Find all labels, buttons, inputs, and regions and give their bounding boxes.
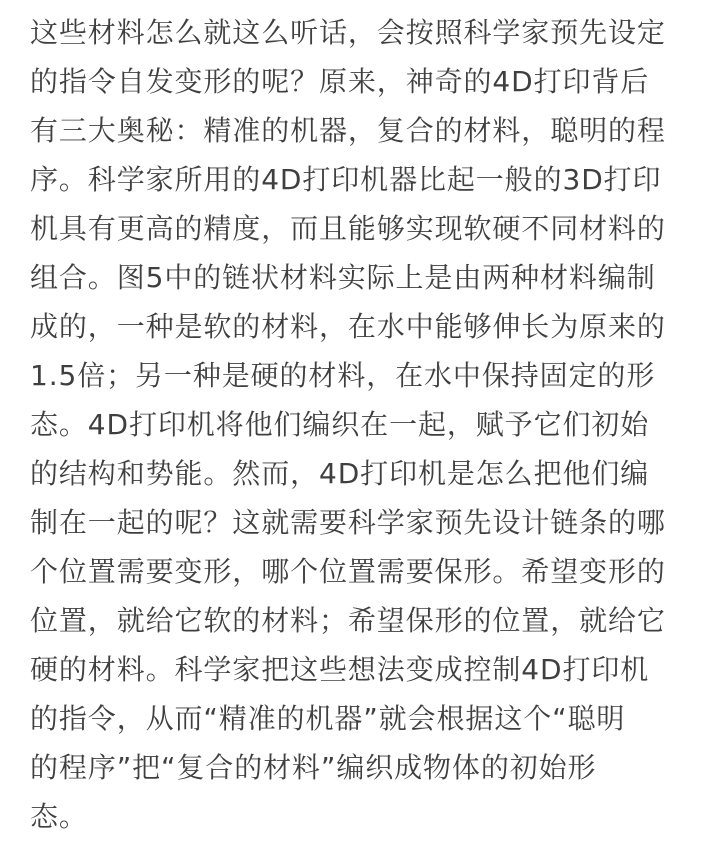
paragraph-line: 有三大奥秘：精准的机器，复合的材料，聪明的程 [30, 114, 666, 147]
paragraph-line: 的结构和势能。然而，4D打印机是怎么把他们编 [30, 457, 650, 490]
paragraph-line: 的程序”把“复合的材料”编织成物体的初始形 [30, 751, 597, 784]
paragraph-line: 位置，就给它软的材料；希望保形的位置，就给它 [30, 604, 666, 637]
paragraph-line: 的指令，从而“精准的机器”就会根据这个“聪明 [30, 702, 626, 735]
article-paragraph [30, 8, 692, 841]
paragraph-line: 这些材料怎么就这么听话，会按照科学家预先设定 [30, 16, 666, 49]
paragraph-line: 态。 [30, 800, 88, 833]
paragraph-line: 制在一起的呢？这就需要科学家预先设计链条的哪 [30, 506, 666, 539]
paragraph-line: 的指令自发变形的呢？原来，神奇的4D打印背后 [30, 65, 650, 98]
paragraph-line: 态。4D打印机将他们编织在一起，赋予它们初始 [30, 408, 650, 441]
paragraph-line: 成的，一种是软的材料，在水中能够伸长为原来的 [30, 310, 666, 343]
paragraph-line: 硬的材料。科学家把这些想法变成控制4D打印机 [30, 653, 650, 686]
paragraph-line: 个位置需要变形，哪个位置需要保形。希望变形的 [30, 555, 666, 588]
paragraph-line: 序。科学家所用的4D打印机器比起一般的3D打印 [30, 163, 662, 196]
paragraph-line: 机具有更高的精度，而且能够实现软硬不同材料的 [30, 212, 666, 245]
paragraph-line: 1.5倍；另一种是硬的材料，在水中保持固定的形 [30, 359, 656, 392]
paragraph-line: 组合。图5中的链状材料实际上是由两种材料编制 [30, 261, 656, 294]
